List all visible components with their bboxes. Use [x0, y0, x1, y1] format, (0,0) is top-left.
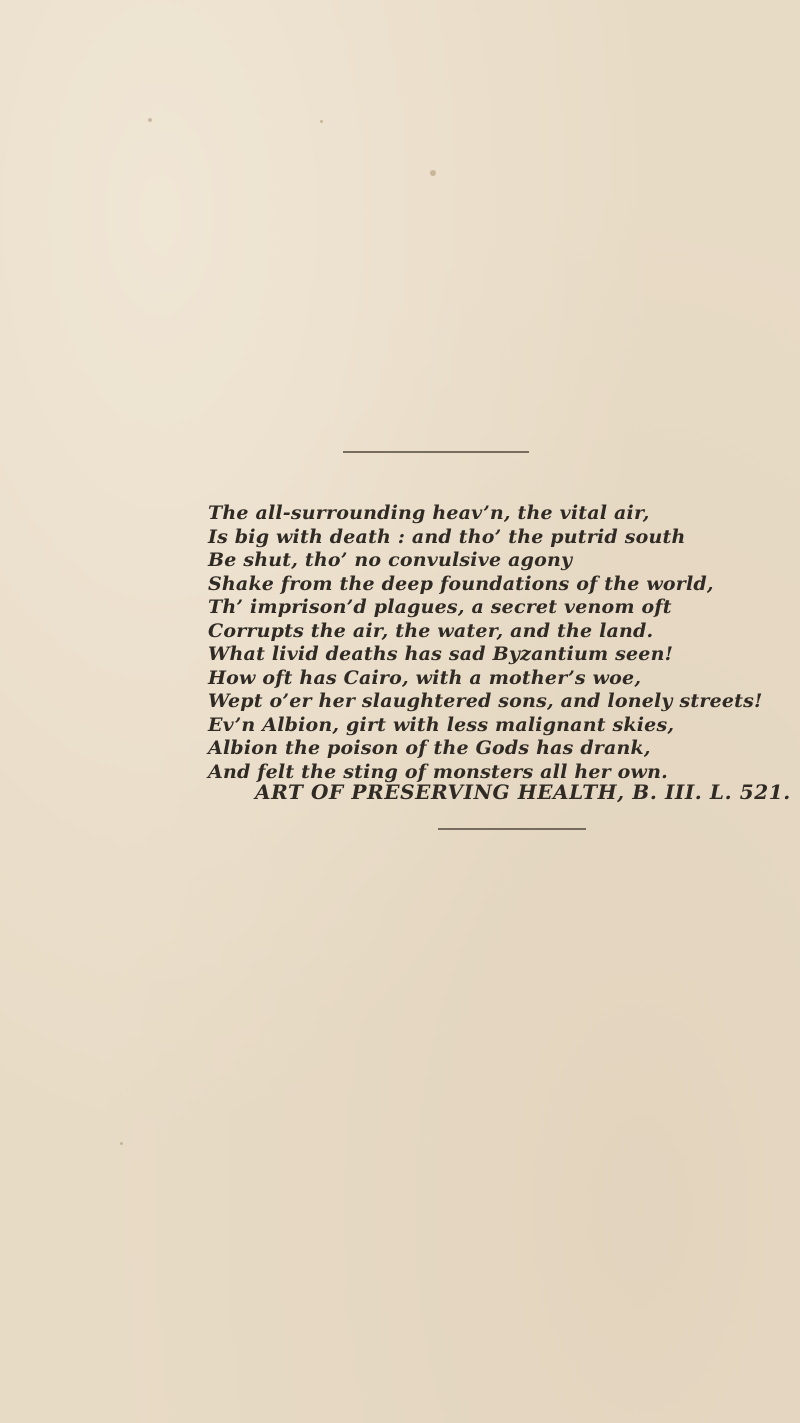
bottom-divider-rule	[438, 828, 586, 830]
poem-line: The all-surrounding heav’n, the vital air,	[208, 502, 650, 524]
poem-line: How oft has Cairo, with a mother’s woe,	[208, 666, 642, 689]
poem-line: Albion the poison of the Gods has drank,	[208, 737, 651, 759]
poem-attribution: ART OF PRESERVING HEALTH, B. III. L. 521.	[255, 780, 791, 804]
poem-line: Is big with death : and tho’ the putrid south	[208, 525, 686, 548]
paper-speck	[430, 170, 436, 176]
poem-line: Corrupts the air, the water, and the land.	[208, 619, 654, 642]
top-divider-rule	[343, 451, 529, 453]
paper-speck	[320, 120, 323, 123]
poem-line: Ev’n Albion, girt with less malignant skies,	[208, 713, 675, 736]
poem-line: Be shut, tho’ no convulsive agony	[208, 549, 573, 571]
poem-text	[208, 502, 768, 784]
paper-speck	[148, 118, 152, 122]
paper-speck	[120, 1142, 123, 1145]
poem-line: And felt the sting of monsters all her own.	[208, 760, 668, 783]
poem-line: Shake from the deep foundations of the world,	[208, 572, 714, 595]
poem-line: What livid deaths has sad Byzantium seen!	[208, 643, 674, 665]
poem-line: Th’ imprison’d plagues, a secret venom oft	[208, 596, 672, 618]
poem-line: Wept o’er her slaughtered sons, and lonely streets!	[208, 690, 763, 712]
